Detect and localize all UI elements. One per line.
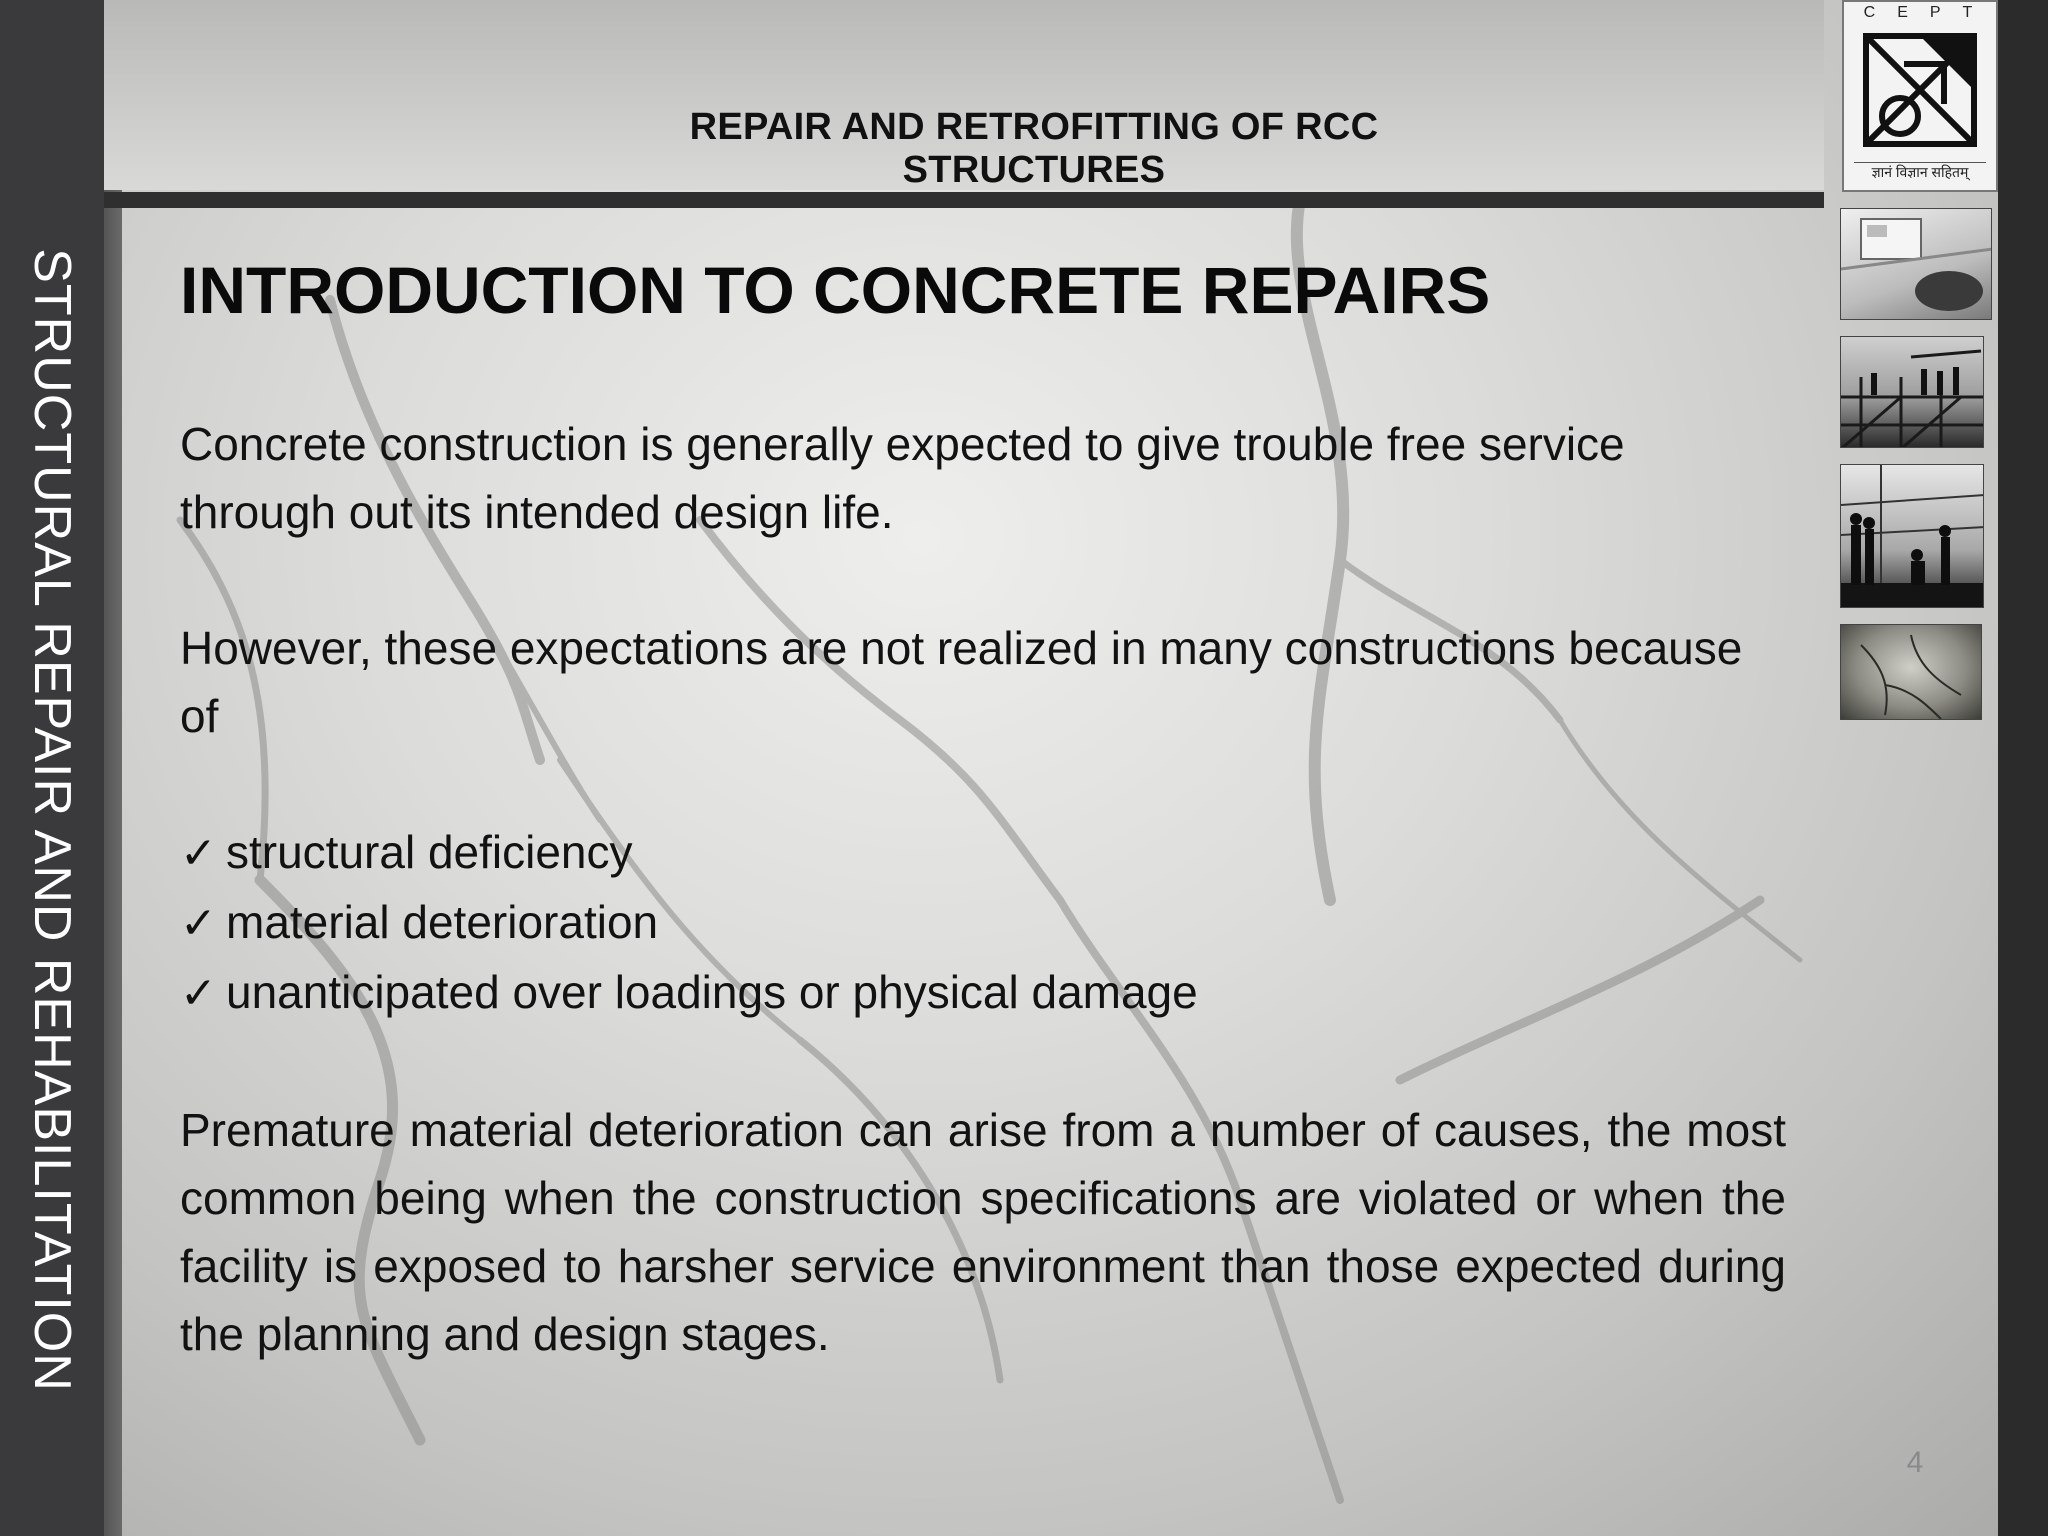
logo-letters: CEPT xyxy=(1863,4,1995,21)
checklist-item xyxy=(180,818,1786,888)
checklist-item-text: material deterioration xyxy=(226,896,659,948)
checklist-item-text: structural deficiency xyxy=(226,826,633,878)
checkmark-icon: ✓ xyxy=(180,968,217,1019)
site-workers-silhouette-photo xyxy=(1840,464,1984,608)
intro-paragraph: Concrete construction is generally expected to give trouble free service through out its intended design life. xyxy=(180,418,1625,538)
right-edge-bar xyxy=(1998,0,2048,1536)
left-sidebar-edge xyxy=(104,0,122,1536)
drafting-tools-photo xyxy=(1840,208,1992,320)
header-divider xyxy=(104,192,1824,208)
checklist-item xyxy=(180,958,1786,1028)
checklist-item xyxy=(180,888,1786,958)
deterioration-paragraph: Premature material deterioration can arise from a number of causes, the most common being when the construction specifications are violated or when the facility is exposed to harsher service environment than those expected during the planning and design stages. xyxy=(180,1104,1786,1360)
checkmark-icon: ✓ xyxy=(180,828,217,879)
logo-caption: ज्ञानं विज्ञान सहितम् xyxy=(1854,162,1986,185)
slide-body xyxy=(180,410,1786,1368)
cept-logo xyxy=(1842,0,1998,192)
checklist-item-text: unanticipated over loadings or physical damage xyxy=(226,966,1198,1018)
however-paragraph: However, these expectations are not realized in many constructions because of xyxy=(180,622,1743,742)
course-subtitle: REPAIR AND RETROFITTING OF RCC STRUCTURES xyxy=(689,106,1379,191)
construction-workers-scaffold-photo xyxy=(1840,336,1984,448)
logo-emblem-icon xyxy=(1844,24,1996,164)
cracked-concrete-photo xyxy=(1840,624,1982,720)
slide-title: INTRODUCTION TO CONCRETE REPAIRS xyxy=(180,253,1491,327)
vertical-course-title: STRUCTURAL REPAIR AND REHABILITATION xyxy=(23,248,81,1392)
slide-number: 4 xyxy=(1906,1446,1924,1479)
checkmark-icon: ✓ xyxy=(180,898,217,949)
